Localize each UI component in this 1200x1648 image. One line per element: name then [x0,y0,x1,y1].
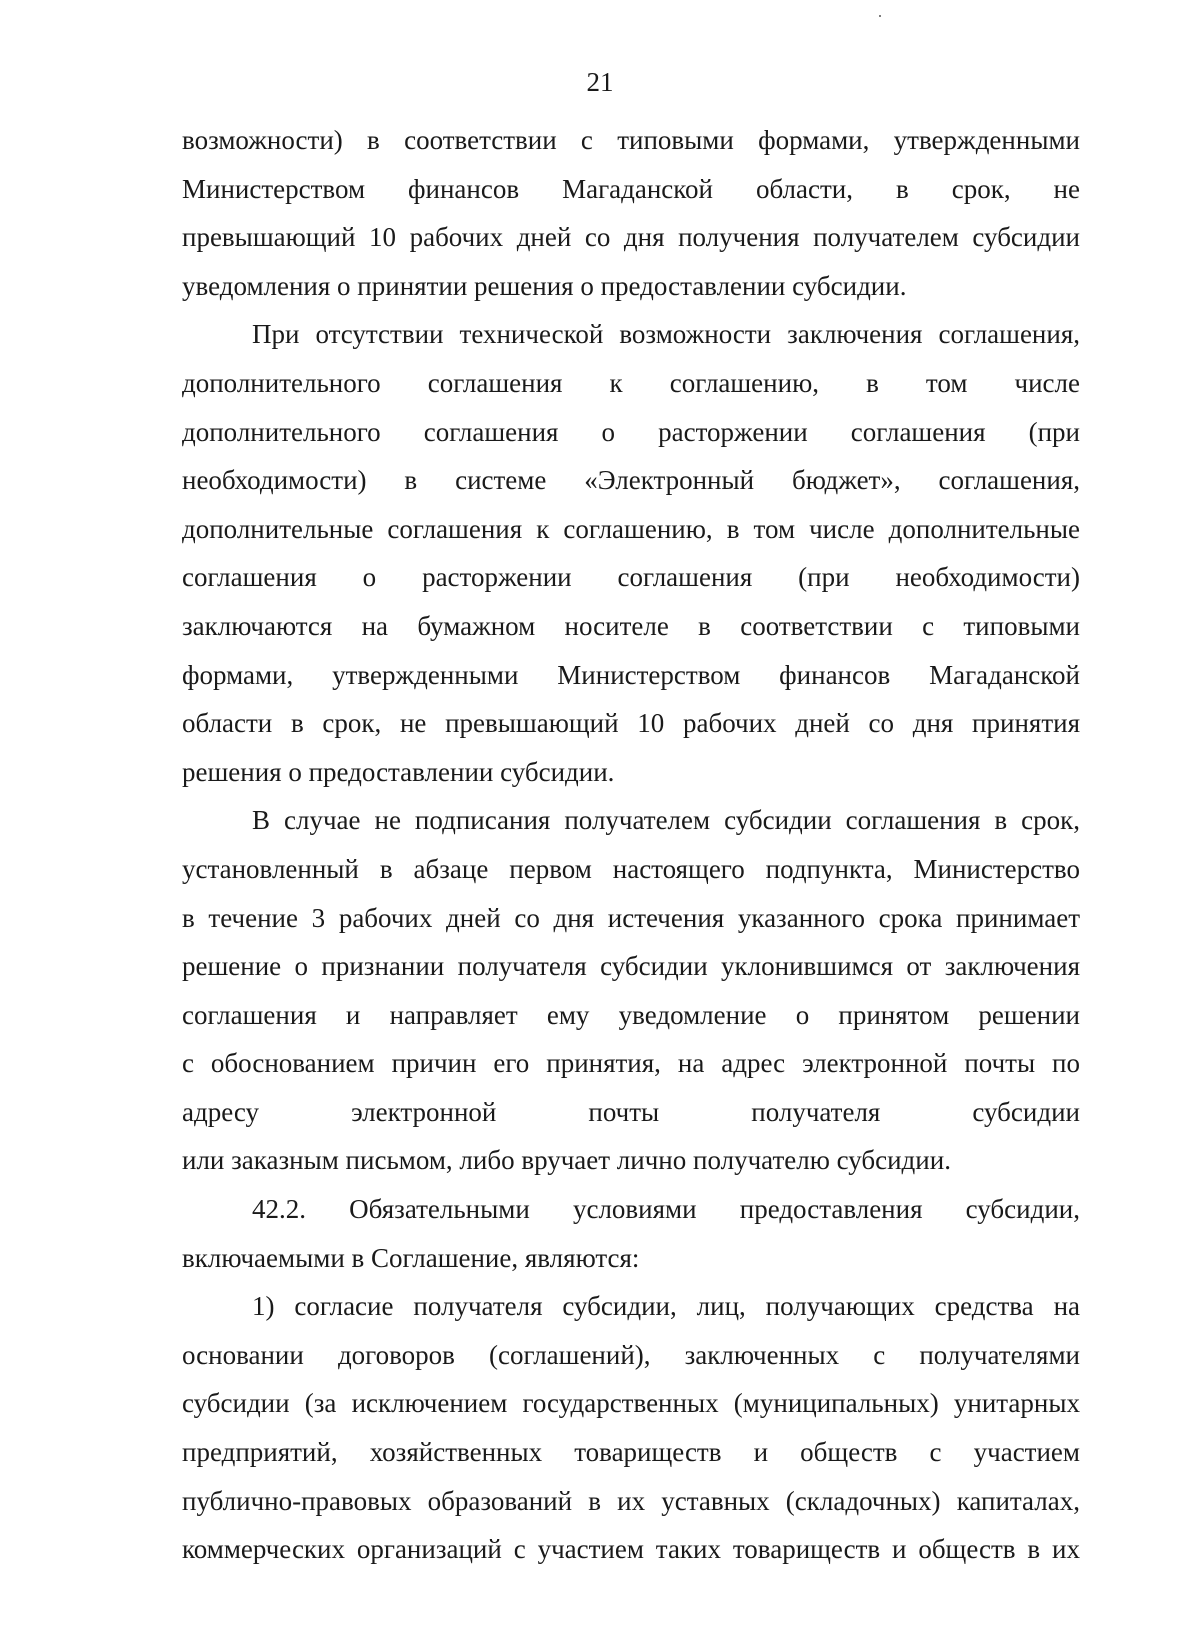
text-line: дополнительного соглашения к соглашению, в том числе [182,367,1080,398]
scan-speck [879,15,881,17]
text-line: или заказным письмом, либо вручает лично получателю субсидии. [182,1145,951,1176]
text-line: адресу электронной почты получателя субсидии [182,1096,1080,1127]
text-line: уведомления о принятии решения о предоставлении субсидии. [182,270,907,301]
text-line: В случае не подписания получателем субсидии соглашения в срок, [252,805,1080,836]
text-line: формами, утвержденными Министерством финансов Магаданской [182,659,1080,690]
document-body [182,116,1080,1574]
text-line: включаемыми в Соглашение, являются: [182,1242,640,1273]
text-line: предприятий, хозяйственных товариществ и обществ с участием [182,1437,1080,1468]
text-line: возможности) в соответствии с типовыми формами, утвержденными [182,125,1080,155]
text-line: соглашения о расторжении соглашения (при необходимости) [182,562,1080,593]
text-line: При отсутствии технической возможности заключения соглашения, [252,319,1080,350]
text-line: превышающий 10 рабочих дней со дня получения получателем субсидии [182,222,1080,253]
text-line: с обоснованием причин его принятия, на адрес электронной почты по [182,1048,1080,1079]
text-line: 1) согласие получателя субсидии, лиц, получающих средства на [252,1291,1080,1322]
text-line: 42.2. Обязательными условиями предоставления субсидии, [252,1194,1080,1225]
text-line: решение о признании получателя субсидии уклонившимся от заключения [182,951,1080,982]
page-number: 21 [586,67,614,97]
text-line: дополнительные соглашения к соглашению, в том числе дополнительные [182,513,1080,544]
text-line: в течение 3 рабочих дней со дня истечения указанного срока принимает [182,902,1080,933]
text-line: публично-правовых образований в их уставных (складочных) капиталах, [182,1485,1080,1516]
text-line: субсидии (за исключением государственных (муниципальных) унитарных [182,1388,1080,1419]
text-line: установленный в абзаце первом настоящего подпункта, Министерство [182,853,1080,884]
text-line: соглашения и направляет ему уведомление о принятом решении [182,999,1080,1030]
text-line: заключаются на бумажном носителе в соответствии с типовыми [182,610,1080,641]
text-line: Министерством финансов Магаданской области, в срок, не [182,173,1080,204]
text-line: необходимости) в системе «Электронный бюджет», соглашения, [182,465,1080,496]
text-line: решения о предоставлении субсидии. [182,756,615,787]
text-line: области в срок, не превышающий 10 рабочих дней со дня принятия [182,708,1080,739]
text-line: основании договоров (соглашений), заключенных с получателями [182,1339,1080,1370]
text-line: дополнительного соглашения о расторжении соглашения (при [182,416,1080,447]
text-line: коммерческих организаций с участием таких товариществ и обществ в их [182,1534,1080,1565]
